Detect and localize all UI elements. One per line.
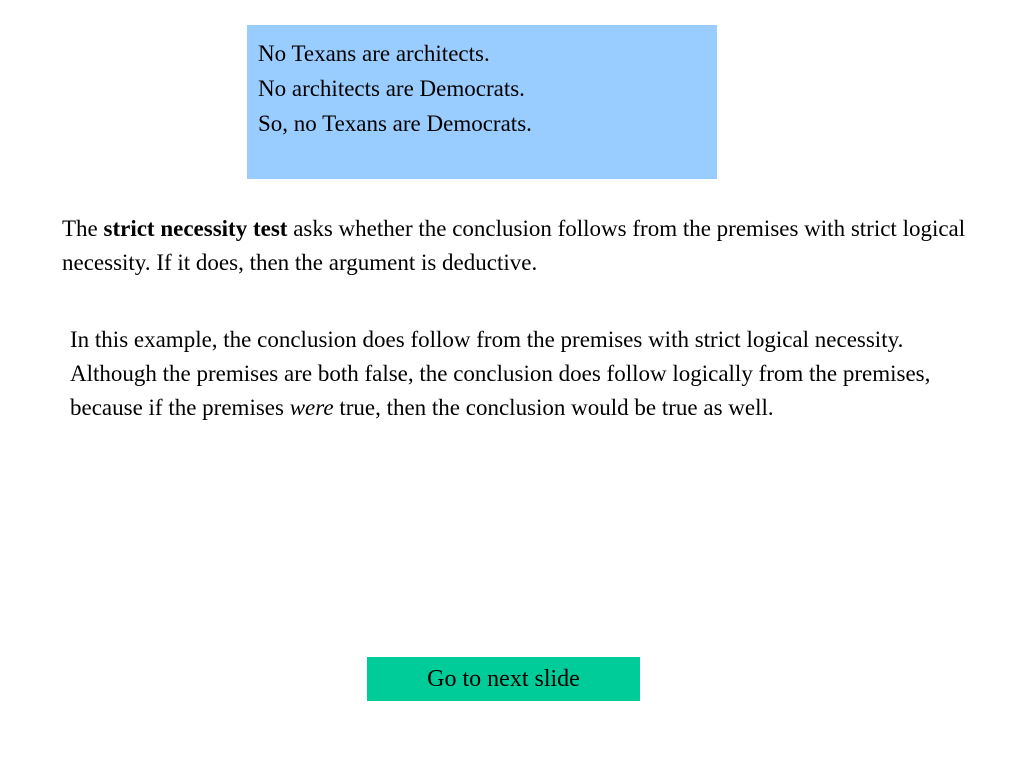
- definition-suffix: asks whether the conclusion follows from the premises with strict logical necessity. If it does, then the argument is deductive.: [62, 216, 966, 275]
- explanation-text-before: In this example, the conclusion does follow from the premises with strict logical necessity. Although the premises are both false, the conclusion does follow logically from the premises, because if the premises: [70, 327, 931, 420]
- definition-paragraph: [62, 212, 992, 280]
- argument-box: [247, 25, 717, 179]
- premise-2: No architects are Democrats.: [258, 76, 525, 101]
- definition-term: strict necessity test: [103, 216, 288, 241]
- explanation-paragraph: [70, 323, 950, 425]
- explanation-text-after: true, then the conclusion would be true as well.: [333, 395, 774, 420]
- next-slide-label: Go to next slide: [427, 665, 580, 692]
- explanation-emphasis: were: [289, 395, 334, 420]
- conclusion: So, no Texans are Democrats.: [258, 111, 532, 136]
- premise-1: No Texans are architects.: [258, 41, 490, 66]
- definition-prefix: The: [62, 216, 104, 241]
- next-slide-button[interactable]: [367, 657, 640, 701]
